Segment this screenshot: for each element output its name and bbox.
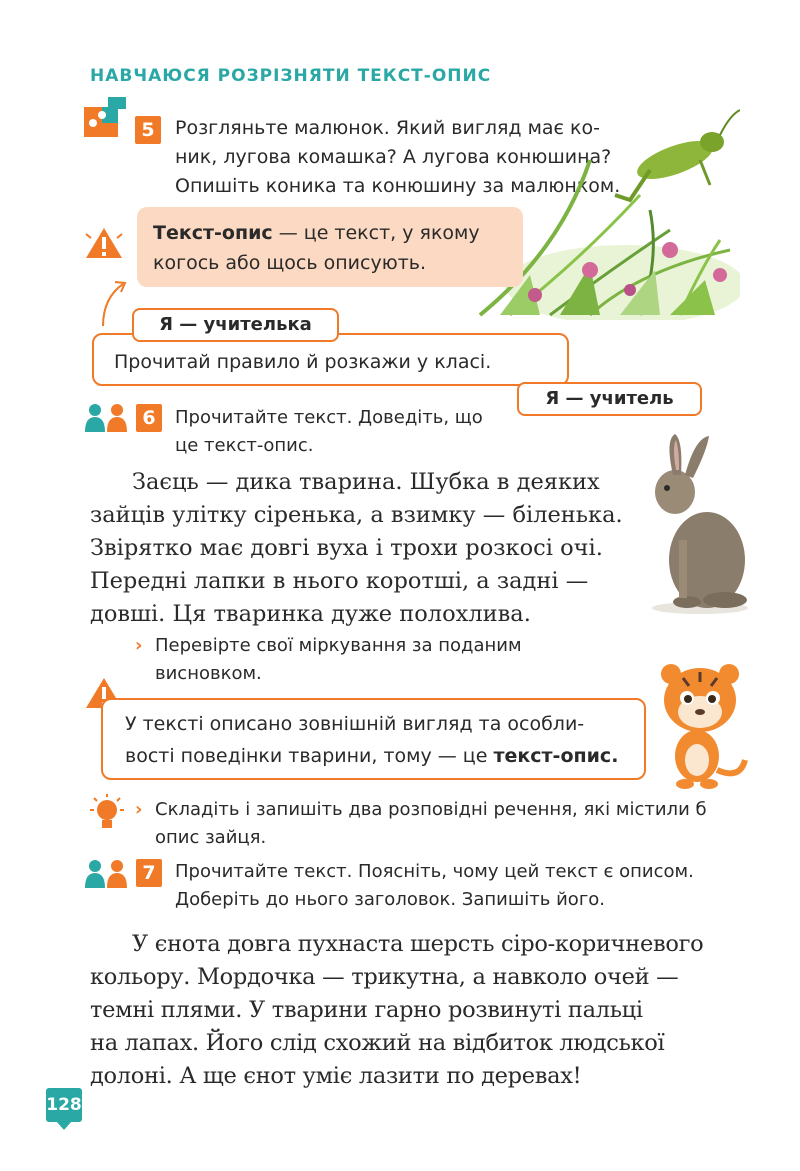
text-line: ник, лугова комашка? А лугова конюшина?: [175, 146, 612, 168]
check-prompt-text: [155, 632, 585, 688]
text-line: У єнота довга пухнаста шерсть сіро-коричневого: [132, 931, 704, 957]
creative-task-text: [155, 796, 745, 852]
text-line: Опишіть коника та конюшину за малюнком.: [175, 175, 621, 197]
text-line: Передні лапки в нього коротші, а задні —: [90, 568, 589, 594]
section-title: НАВЧАЮСЯ РОЗРІЗНЯТИ ТЕКСТ-ОПИС: [90, 66, 492, 86]
rule-line-1: [153, 218, 507, 248]
task7-text: [175, 858, 745, 914]
rule-term: Текст-опис: [153, 222, 273, 244]
teacher-male-label: Я — учитель: [517, 382, 702, 416]
text-line: долоні. А ще єнот уміє лазити по деревах!: [90, 1063, 582, 1089]
task-number: 5: [135, 116, 161, 144]
conclusion-text: [103, 700, 644, 772]
text-line: темні плями. У тварини гарно розвинуті пальці: [90, 997, 643, 1023]
conclusion-box: [101, 698, 646, 780]
text-line: Перевірте свої міркування за поданим: [155, 635, 522, 656]
text-line: Доберіть до нього заголовок. Запишіть його.: [175, 889, 606, 910]
page-number: 128: [46, 1088, 82, 1122]
arrow-icon: [95, 278, 135, 328]
arrow-marker: ›: [135, 799, 143, 820]
raccoon-text: [90, 928, 740, 1093]
teacher-female-label: Я — учителька: [132, 308, 339, 342]
text-line: Прочитайте текст. Поясніть, чому цей текст є описом.: [175, 861, 694, 882]
hare-illustration: [645, 430, 755, 615]
conclusion-plain: вості поведінки тварини, тому — це: [125, 745, 488, 767]
text-line: висновком.: [155, 663, 262, 684]
rule-definition: — це текст, у якому: [278, 222, 480, 244]
attention-icon: [82, 222, 126, 264]
text-line: У тексті описано зовнішній вигляд та особли-: [125, 713, 585, 735]
task-number: 7: [136, 859, 162, 887]
hare-text: [90, 466, 645, 631]
puzzle-icon: [82, 95, 130, 139]
tiger-illustration: [645, 660, 755, 790]
arrow-marker: ›: [135, 635, 143, 656]
pair-work-icon: [84, 404, 130, 432]
text-line: опис зайця.: [155, 827, 267, 848]
text-line: Заєць — дика тварина. Шубка в деяких: [132, 469, 600, 495]
text-line: [125, 740, 622, 772]
text-line: довші. Ця тваринка дуже полохлива.: [90, 601, 531, 627]
rule-box: [137, 207, 523, 287]
instruction-text: Прочитай правило й розкажи у класі.: [114, 351, 492, 373]
text-line: на лапах. Його слід схожий на відбиток людської: [90, 1030, 665, 1056]
text-line: зайців улітку сіренька, а взимку — біленька.: [90, 502, 623, 528]
text-line: Складіть і запишіть два розповідні речення, які містили б: [155, 799, 707, 820]
conclusion-term: текст-опис.: [493, 745, 619, 767]
rule-line-2: когось або щось описують.: [153, 252, 427, 274]
pair-work-icon: [84, 860, 130, 888]
lightbulb-icon: [86, 792, 128, 834]
task-number: 6: [136, 404, 162, 432]
text-line: Звірятко має довгі вуха і трохи розкосі очі.: [90, 535, 603, 561]
task6-text: [175, 404, 505, 460]
text-line: кольору. Мордочка — трикутна, а навколо очей —: [90, 964, 679, 990]
page-badge-tail: [56, 1121, 72, 1131]
text-line: Розгляньте малюнок. Який вигляд має ко-: [175, 117, 600, 139]
text-line: Прочитайте текст. Доведіть, що: [175, 407, 483, 428]
text-line: це текст-опис.: [175, 435, 314, 456]
